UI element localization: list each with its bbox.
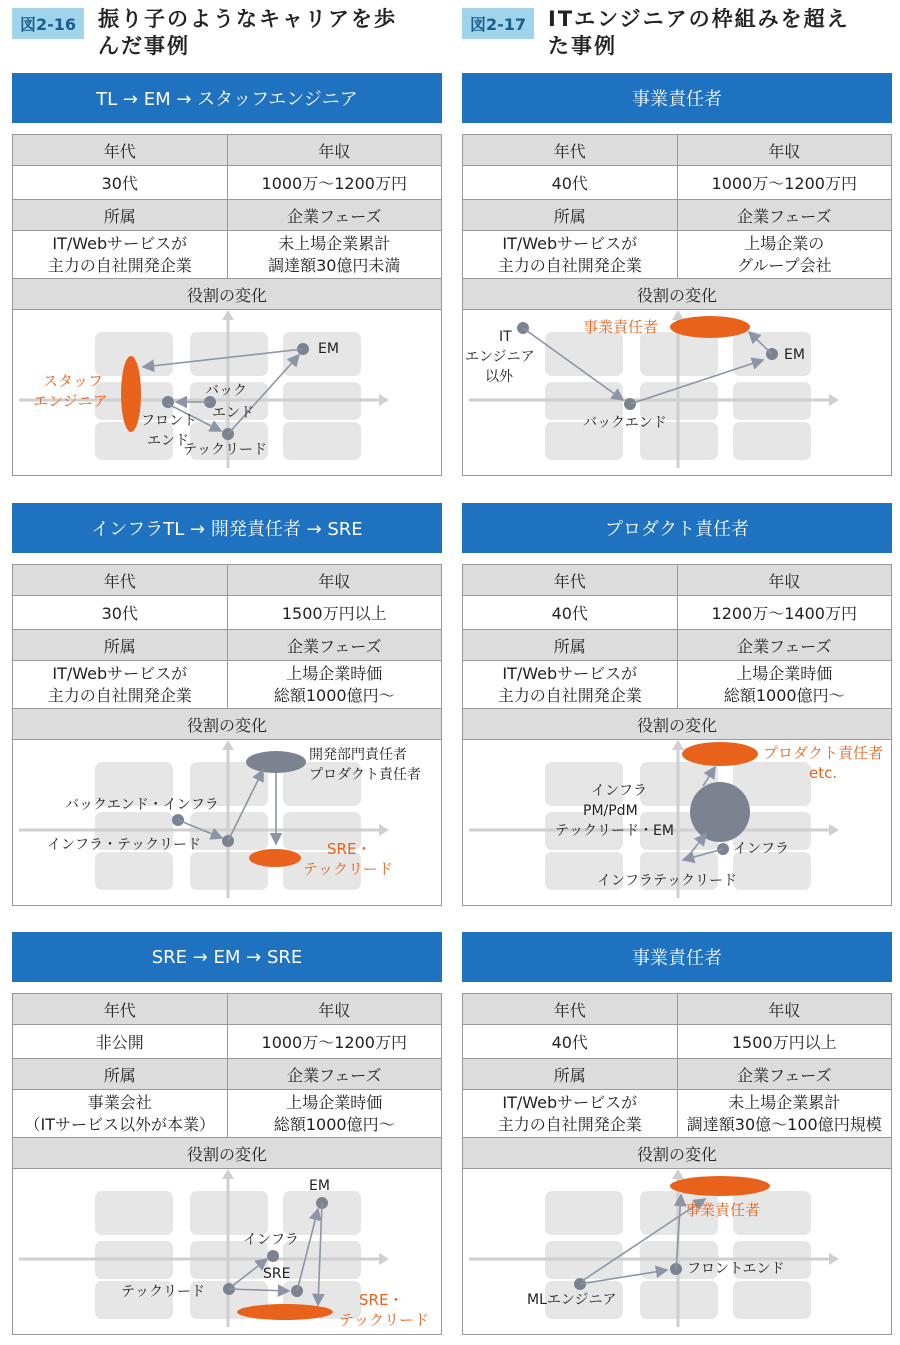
- age-value: 30代: [13, 596, 228, 630]
- affiliation-header: 所属: [463, 200, 678, 231]
- figure-title-line1: ITエンジニアの枠組みを超え: [548, 7, 850, 31]
- figure-tag: 図2-17: [462, 8, 534, 39]
- diagram-label: フロント: [141, 413, 197, 429]
- case-info-table: [12, 134, 442, 310]
- income-value: 1000万〜1200万円: [677, 166, 892, 200]
- diagram-label: テックリード・EM: [555, 823, 674, 839]
- role-change-diagram: [462, 310, 892, 476]
- phase-header: 企業フェーズ: [227, 200, 442, 231]
- phase-line1: 未上場企業累計: [278, 233, 391, 253]
- case-banner: TL → EM → スタッフエンジニア: [12, 73, 442, 123]
- role-change-diagram: [12, 1169, 442, 1335]
- figure-title: [548, 6, 850, 60]
- diagram-label: フロントエンド: [687, 1261, 785, 1277]
- affiliation-value: [13, 661, 228, 709]
- orange-ellipse: [249, 849, 301, 867]
- diagram-label: EM: [318, 341, 339, 357]
- phase-value: [227, 1090, 442, 1138]
- case-banner: SRE → EM → SRE: [12, 932, 442, 982]
- case-info-table: [462, 564, 892, 740]
- role-change-header: 役割の変化: [463, 709, 892, 740]
- age-value: 非公開: [13, 1025, 228, 1059]
- phase-header: 企業フェーズ: [227, 630, 442, 661]
- diagram-label: テックリード: [121, 1284, 205, 1300]
- figure-title-line1: 振り子のようなキャリアを歩: [98, 7, 398, 31]
- orange-ellipse: [670, 1176, 770, 1196]
- phase-header: 企業フェーズ: [677, 1059, 892, 1090]
- role-change-header: 役割の変化: [13, 1138, 442, 1169]
- phase-value: [677, 1090, 892, 1138]
- orange-ellipse: [670, 316, 750, 338]
- affiliation-line2: 主力の自社開発企業: [497, 255, 642, 275]
- career-case-card: [462, 932, 892, 1335]
- diagram-label: インフラテックリード: [597, 873, 737, 889]
- age-header: 年代: [463, 565, 678, 596]
- phase-value: [677, 661, 892, 709]
- grey-ellipse: [246, 751, 306, 773]
- affiliation-header: 所属: [13, 200, 228, 231]
- income-header: 年収: [677, 135, 892, 166]
- case-info-table: [462, 134, 892, 310]
- case-banner: インフラTL → 開発責任者 → SRE: [12, 503, 442, 553]
- diagram-label: プロダクト責任者: [309, 767, 421, 783]
- income-header: 年収: [227, 135, 442, 166]
- age-header: 年代: [13, 565, 228, 596]
- age-value: 30代: [13, 166, 228, 200]
- case-info-table: [12, 564, 442, 740]
- income-value: 1500万円以上: [677, 1025, 892, 1059]
- orange-ellipse: [237, 1304, 333, 1320]
- orange-ellipse: [121, 356, 141, 432]
- affiliation-value: [463, 1090, 678, 1138]
- phase-line2: 総額1000億円〜: [723, 685, 845, 705]
- phase-header: 企業フェーズ: [677, 200, 892, 231]
- diagram-label: 開発部門責任者: [309, 747, 407, 763]
- affiliation-line2: 主力の自社開発企業: [47, 255, 192, 275]
- phase-line1: 上場企業時価: [286, 663, 383, 683]
- diagram-label: エンジニア: [465, 349, 535, 365]
- diagram-label: テックリード: [303, 860, 394, 878]
- career-case-card: [12, 932, 442, 1335]
- diagram-label: テックリード: [183, 442, 267, 458]
- phase-line2: グループ会社: [736, 255, 832, 275]
- phase-header: 企業フェーズ: [227, 1059, 442, 1090]
- career-case-card: [462, 503, 892, 906]
- role-change-graphic: [463, 310, 892, 475]
- affiliation-line1: IT/Webサービスが: [52, 233, 188, 253]
- role-change-header: 役割の変化: [13, 279, 442, 310]
- phase-line2: 総額1000億円〜: [273, 1114, 395, 1134]
- affiliation-header: 所属: [463, 1059, 678, 1090]
- career-case-card: [12, 503, 442, 906]
- age-header: 年代: [13, 994, 228, 1025]
- figure-title-line2: んだ事例: [98, 34, 191, 58]
- affiliation-line2: 主力の自社開発企業: [497, 1114, 642, 1134]
- age-value: 40代: [463, 596, 678, 630]
- figure-tag: 図2-16: [12, 8, 84, 39]
- figure-heading-2-17: [462, 0, 850, 64]
- diagram-label: SRE・: [327, 840, 372, 858]
- diagram-label: 事業責任者: [583, 318, 659, 336]
- role-change-graphic: [13, 1169, 442, 1334]
- phase-line2: 調達額30億〜100億円規模: [686, 1114, 882, 1134]
- phase-header: 企業フェーズ: [677, 630, 892, 661]
- age-value: 40代: [463, 166, 678, 200]
- phase-value: [227, 661, 442, 709]
- age-value: 40代: [463, 1025, 678, 1059]
- phase-line1: 未上場企業累計: [728, 1092, 841, 1112]
- income-header: 年収: [227, 565, 442, 596]
- diagram-label: インフラ: [733, 841, 789, 857]
- diagram-label: テックリード: [339, 1311, 430, 1329]
- role-change-diagram: [462, 740, 892, 906]
- diagram-label: スタッフ: [43, 372, 104, 390]
- income-value: 1000万〜1200万円: [227, 166, 442, 200]
- income-header: 年収: [227, 994, 442, 1025]
- figure-heading-2-16: [12, 0, 397, 64]
- affiliation-value: [13, 231, 228, 279]
- affiliation-line2: 主力の自社開発企業: [497, 685, 642, 705]
- income-header: 年収: [677, 565, 892, 596]
- role-change-graphic: [463, 1169, 892, 1334]
- orange-ellipse: [682, 742, 758, 766]
- phase-line1: 上場企業の: [744, 233, 825, 253]
- income-value: 1200万〜1400万円: [677, 596, 892, 630]
- diagram-label: エンド: [147, 433, 189, 449]
- affiliation-line1: IT/Webサービスが: [502, 1092, 638, 1112]
- diagram-label: 以外: [485, 369, 513, 385]
- diagram-label: SRE: [263, 1266, 291, 1282]
- age-header: 年代: [463, 135, 678, 166]
- diagram-label: バックエンド: [583, 415, 667, 431]
- grey-circle: [690, 782, 750, 842]
- affiliation-line2: （ITサービス以外が本業）: [24, 1114, 215, 1134]
- diagram-label: インフラ・テックリード: [47, 837, 201, 853]
- diagram-label: EM: [309, 1178, 330, 1194]
- diagram-label: エンド: [212, 405, 254, 421]
- age-header: 年代: [13, 135, 228, 166]
- income-header: 年収: [677, 994, 892, 1025]
- affiliation-line2: 主力の自社開発企業: [47, 685, 192, 705]
- affiliation-line1: IT/Webサービスが: [502, 663, 638, 683]
- role-change-diagram: [462, 1169, 892, 1335]
- phase-line2: 総額1000億円〜: [273, 685, 395, 705]
- affiliation-line1: 事業会社: [87, 1092, 152, 1112]
- diagram-label: インフラ: [591, 783, 647, 799]
- income-value: 1000万〜1200万円: [227, 1025, 442, 1059]
- diagram-label: etc.: [809, 764, 838, 782]
- affiliation-header: 所属: [13, 1059, 228, 1090]
- role-change-graphic: [13, 740, 442, 905]
- diagram-label: バックエンド・インフラ: [65, 797, 219, 813]
- case-banner: 事業責任者: [462, 932, 892, 982]
- phase-value: [227, 231, 442, 279]
- case-info-table: [462, 993, 892, 1169]
- diagram-label: エンジニア: [33, 392, 108, 410]
- affiliation-line1: IT/Webサービスが: [52, 663, 188, 683]
- figure-title-line2: た事例: [548, 34, 618, 58]
- role-change-header: 役割の変化: [463, 1138, 892, 1169]
- case-info-table: [12, 993, 442, 1169]
- role-change-diagram: [12, 740, 442, 906]
- diagram-label: MLエンジニア: [527, 1292, 617, 1308]
- diagram-label: IT: [499, 329, 512, 345]
- diagram-label: SRE・: [359, 1291, 404, 1309]
- income-value: 1500万円以上: [227, 596, 442, 630]
- affiliation-header: 所属: [13, 630, 228, 661]
- age-header: 年代: [463, 994, 678, 1025]
- figure-title: [98, 6, 397, 60]
- diagram-label: バック: [205, 383, 247, 399]
- role-change-header: 役割の変化: [463, 279, 892, 310]
- diagram-label: 事業責任者: [685, 1201, 761, 1219]
- phase-line2: 調達額30億円未満: [268, 255, 401, 275]
- role-change-header: 役割の変化: [13, 709, 442, 740]
- affiliation-line1: IT/Webサービスが: [502, 233, 638, 253]
- diagram-label: PM/PdM: [583, 803, 638, 819]
- case-banner: 事業責任者: [462, 73, 892, 123]
- affiliation-value: [13, 1090, 228, 1138]
- career-case-card: [12, 73, 442, 476]
- phase-line1: 上場企業時価: [286, 1092, 383, 1112]
- phase-value: [677, 231, 892, 279]
- career-case-card: [462, 73, 892, 476]
- role-change-diagram: [12, 310, 442, 476]
- diagram-label: インフラ: [243, 1232, 299, 1248]
- phase-line1: 上場企業時価: [736, 663, 833, 683]
- affiliation-header: 所属: [463, 630, 678, 661]
- diagram-label: EM: [784, 347, 805, 363]
- affiliation-value: [463, 231, 678, 279]
- case-banner: プロダクト責任者: [462, 503, 892, 553]
- affiliation-value: [463, 661, 678, 709]
- diagram-label: プロダクト責任者: [763, 744, 884, 762]
